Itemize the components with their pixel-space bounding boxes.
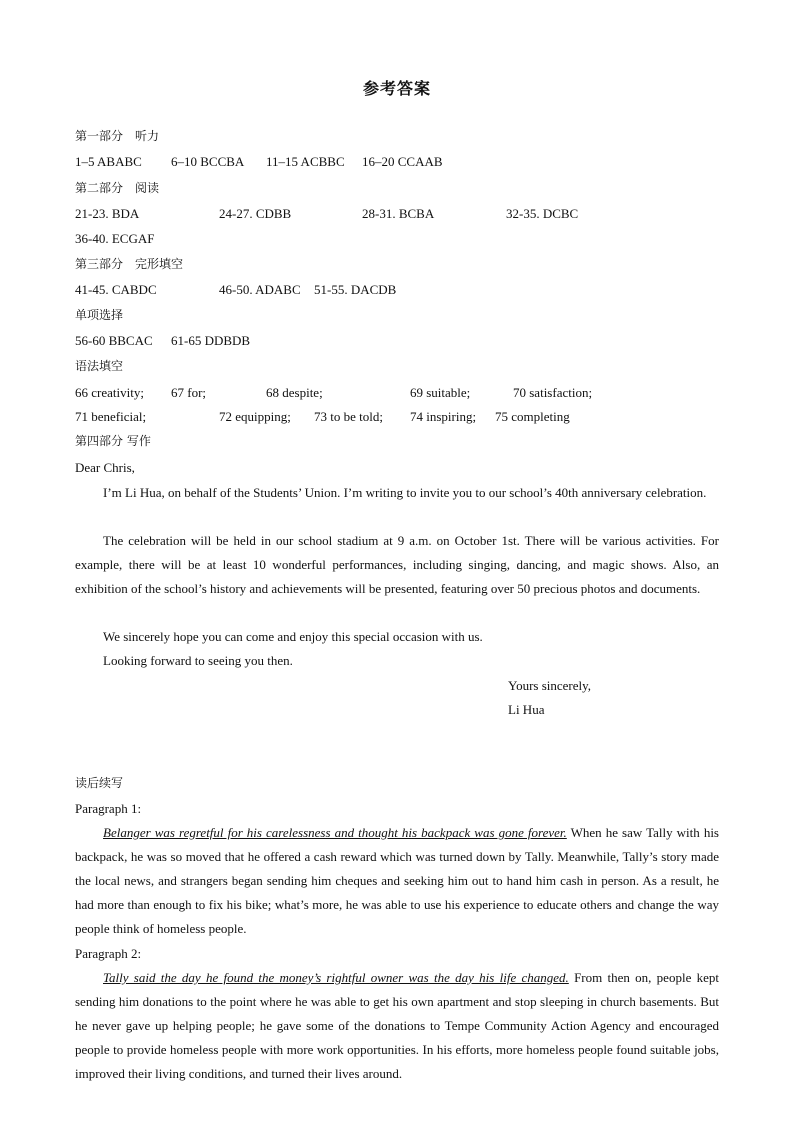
continuation-heading: 读后续写	[75, 776, 124, 790]
paragraph-label: Paragraph 2:	[75, 946, 142, 961]
letter-paragraph: I’m Li Hua, on behalf of the Students’ Union. I’m writing to invite you to our school’s 40th anniversary celebration.	[103, 485, 707, 500]
grammar-answer: 71 beneficial;	[75, 409, 147, 424]
grammar-answer: 73 to be told;	[314, 409, 383, 424]
part1-answer: 6–10 BCCBA	[171, 154, 245, 169]
part2-heading: 第二部分 阅读	[75, 181, 160, 195]
single-choice-answer: 61-65 DDBDB	[171, 333, 251, 348]
grammar-answer: 72 equipping;	[219, 409, 291, 424]
letter-paragraph: We sincerely hope you can come and enjoy this special occasion with us.	[103, 629, 483, 644]
paragraph-body: From then on, people kept sending him donations to the point where he was able to get his own apartment and stop sleeping in church basements. But he never gave up helping people; he gave some of the donations to Tempe Community Action Agency and encouraged people to provide homeless people with more work opportunities. In his efforts, more homeless people found suitable jobs, improved their living conditions, and turned their lives around.	[75, 970, 719, 1081]
grammar-answer: 69 suitable;	[410, 385, 471, 400]
single-choice-answer: 56-60 BBCAC	[75, 333, 153, 348]
paragraph-body: When he saw Tally with his backpack, he was so moved that he offered a cash reward which was turned down by Tally. Meanwhile, Tally’s story made the local news, and strangers began sending him cheques and seeking him out to hand him cash in person. As a result, he had more than enough to fix his bike; what’s more, he was able to use his experience to educate others and change the way people think of homeless people.	[75, 825, 719, 936]
letter-paragraph: Looking forward to seeing you then.	[103, 653, 293, 668]
part3-answer: 46-50. ADABC	[219, 282, 301, 297]
continuation-paragraph-2	[75, 966, 719, 1086]
underlined-lead-sentence: Tally said the day he found the money’s rightful owner was the day his life changed.	[103, 970, 569, 985]
grammar-answer: 68 despite;	[266, 385, 323, 400]
part2-answer: 36-40. ECGAF	[75, 231, 155, 246]
paragraph-label: Paragraph 1:	[75, 801, 142, 816]
grammar-answer: 66 creativity;	[75, 385, 144, 400]
part2-answer: 21-23. BDA	[75, 206, 140, 221]
grammar-answer: 74 inspiring;	[410, 409, 477, 424]
underlined-lead-sentence: Belanger was regretful for his carelessness and thought his backpack was gone forever.	[103, 825, 567, 840]
continuation-paragraph-1	[75, 821, 719, 941]
part2-answer: 24-27. CDBB	[219, 206, 292, 221]
grammar-answer: 70 satisfaction;	[513, 385, 593, 400]
part4-heading: 第四部分 写作	[75, 434, 151, 448]
part3-answer: 41-45. CABDC	[75, 282, 157, 297]
grammar-fill-heading: 语法填空	[75, 359, 124, 373]
part2-answer: 32-35. DCBC	[506, 206, 579, 221]
part2-answer: 28-31. BCBA	[362, 206, 435, 221]
single-choice-heading: 单项选择	[75, 308, 124, 322]
letter-closing: Yours sincerely,	[508, 678, 592, 693]
part3-heading: 第三部分 完形填空	[75, 257, 184, 271]
page-title: 参考答案	[362, 79, 431, 98]
part1-answer: 11–15 ACBBC	[266, 154, 345, 169]
part1-heading: 第一部分 听力	[75, 129, 160, 143]
part1-answer: 16–20 CCAAB	[362, 154, 443, 169]
letter-signature: Li Hua	[508, 702, 545, 717]
letter-greeting: Dear Chris,	[75, 460, 135, 475]
part1-answer: 1–5 ABABC	[75, 154, 142, 169]
part3-answer: 51-55. DACDB	[314, 282, 397, 297]
letter-paragraph: The celebration will be held in our school stadium at 9 a.m. on October 1st. There will be various activities. For example, there will be at least 10 wonderful performances, including singing, dancing, and magic shows. Also, an exhibition of the school’s history and achievements will be presented, featuring over 50 precious photos and documents.	[75, 533, 719, 596]
grammar-answer: 75 completing	[495, 409, 570, 424]
grammar-answer: 67 for;	[171, 385, 207, 400]
